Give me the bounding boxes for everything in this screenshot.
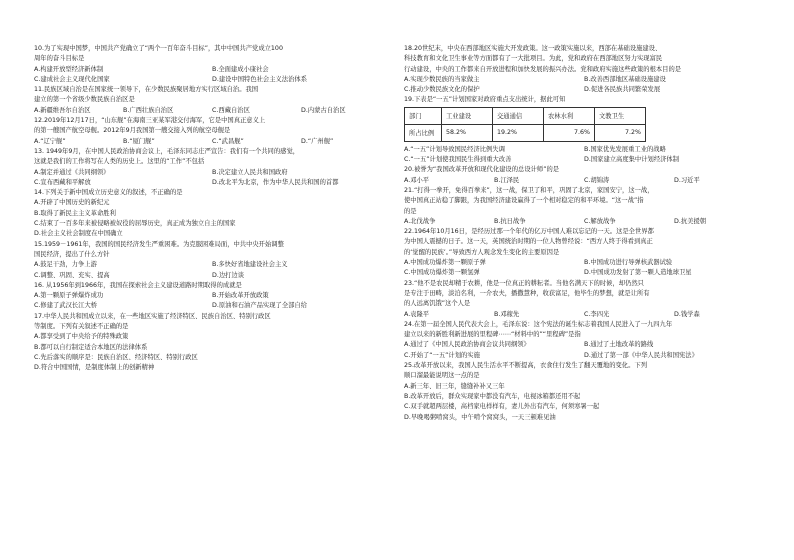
option-b: B.取得了新民主主义革命胜利: [34, 209, 116, 217]
question-stem: 的第一艘国产航空母舰。2012年9月我国第一艘交接入列的航空母舰是: [34, 127, 231, 135]
option-a: A.构建开放型经济新体制: [34, 65, 104, 73]
question-stem: 16. 从1956年到1966年，我国在探索社会主义建设道路时期取得的成就是: [34, 281, 242, 289]
question-stem: 11.民族区域自治是在国家统一领导下，在少数民族聚居地方实行区域自治。我国: [34, 86, 259, 94]
question-stem: 是专注于田畴，淡泊名利，一介农夫，播撒慧种，收获富足，他毕生的梦想，就是让所有: [404, 289, 650, 297]
right-column: [404, 44, 764, 423]
option-d: D.习近平: [674, 176, 700, 184]
question-stem: 17.中华人民共和国成立以来，在一些地区实施了经济特区、民族自治区、特别行政区: [34, 312, 271, 320]
option-b: B.广西壮族自治区: [123, 106, 174, 114]
option-a: A.新三年、旧三年，缝缝补补又三年: [404, 382, 505, 390]
question-stem: 19.下表是“一五”计划国家对政府重点支出统计，据此可知: [404, 96, 566, 104]
option-d: D.抗美援朝: [674, 217, 707, 225]
option-c: C.解放战争: [584, 217, 616, 225]
option-c: C.胡锦涛: [584, 176, 610, 184]
question-stem: 18.20世纪末，中央在西部地区实施大开发政策。这一政策实施以来，西部在基础设施建设、: [404, 45, 662, 52]
question-14: [34, 188, 390, 239]
table-row: [405, 124, 646, 141]
question-21: [404, 186, 764, 227]
question-24: [404, 320, 764, 361]
option-c: C.结束了一百多年来被侵略被奴役的屈辱历史，真正成为独立自主的国家: [34, 220, 236, 228]
question-stem: 这就是我们的工作将写在人类的历史上。这里的“工作”不包括: [34, 158, 205, 166]
question-stem: 21.“打得一拳开，免得百拳来”，这一战，保卫了和平，巩固了北京，家国安宁，这一战，: [404, 186, 654, 194]
question-stem: 国民经济，提出了什么方针: [34, 250, 110, 258]
table-cell: 7.6%: [544, 124, 595, 141]
question-23: [404, 279, 764, 320]
question-19: [404, 95, 764, 165]
table-cell: 部门: [405, 107, 442, 124]
option-b: B.改善西部地区基础设施建设: [584, 75, 666, 83]
question-stem: 的‘觉醒的民族’。”导致西方人观念发生变化的主要原因是: [404, 248, 560, 256]
option-a: A.制定并通过《共同纲领》: [34, 168, 110, 176]
question-stem: 周年的奋斗目标是: [34, 55, 85, 63]
question-stem: 12.2019年12月17日，“山东舰”在海南三亚某军港交付海军，它是中国真正意义上: [34, 117, 266, 125]
question-stem: 20.被誉为“我国改革开放和现代化建设的总设计师”的是: [404, 166, 560, 174]
question-10: [34, 44, 390, 85]
option-d: D.改北平为北京，作为中华人民共和国的首都: [212, 178, 339, 186]
question-stem: 的是: [404, 207, 417, 215]
option-c: C.宣布西藏和平解放: [34, 178, 91, 186]
question-18: [404, 44, 764, 95]
table-cell: 工业建设: [442, 107, 493, 124]
option-d: D.国家建立高度集中计划经济体制: [584, 156, 680, 164]
question-stem: 13. 1949年9月，在中国人民政治协商会议上，毛泽东同志庄严宣告：我们有一个共同的感觉，: [34, 147, 300, 155]
option-c: C.开始了“一五”计划的实施: [404, 351, 480, 359]
question-16: [34, 281, 390, 312]
option-a: A.第一颗原子弹爆炸成功: [34, 292, 104, 300]
option-c: C.调整、巩固、充实、提高: [34, 271, 110, 279]
table-cell: 所占比例: [405, 124, 442, 141]
option-b: B.都可以自行制定适合本地区的法律体系: [34, 343, 148, 351]
option-b: B.“厦门舰”: [123, 137, 155, 145]
table-cell: 58.2%: [442, 124, 493, 141]
option-b: B.通过了土地改革的路线: [584, 341, 654, 349]
question-stem: 建立的第一个省级少数民族自治区是: [34, 96, 135, 104]
option-a: A.北伐战争: [404, 217, 436, 225]
option-a: A.新疆维吾尔自治区: [34, 106, 91, 114]
option-b: B.邓稼先: [494, 310, 520, 318]
option-a: A.实现少数民族的当家做主: [404, 75, 480, 83]
option-a: A.都享受到了中央给予的特殊政策: [34, 333, 129, 341]
option-b: B.江泽民: [494, 176, 520, 184]
option-c: C.建成社会主义现代化国家: [34, 75, 110, 83]
question-stem: 22.1964年10月16日，是经历过那一个年代的亿万中国人难以忘记的一天。这是全世界都: [404, 228, 654, 236]
question-stem: 24.在第一届全国人民代表大会上，毛泽东说：这个宪法的诞生标志着我国人民进入了一九四九年: [404, 320, 673, 328]
table-cell: 7.2%: [595, 124, 646, 141]
table-cell: 农林水利: [544, 107, 595, 124]
option-a: A.“辽宁舰”: [34, 137, 66, 145]
option-b: B.开始改革开放政策: [212, 292, 269, 300]
option-d: D.中国成功发射了第一颗人造地球卫星: [584, 269, 692, 277]
question-stem: 25.改革开放以来，我国人民生活水平不断提高，衣食住行发生了翻天覆地的变化。下列: [404, 362, 647, 370]
option-d: D.原油和石油产品实现了全部自给: [212, 302, 308, 310]
table-cell: 文教卫生: [595, 107, 646, 124]
option-d: D.边打边谈: [212, 271, 245, 279]
option-c: C.推动少数民族文化的保护: [404, 86, 480, 94]
question-stem: 10.为了实现中国梦，中国共产党确立了“两个一百年奋斗目标”，其中中国共产党成立100: [34, 45, 283, 52]
table-header-row: [405, 107, 646, 124]
left-column: [34, 44, 390, 374]
table-cell: 19.2%: [493, 124, 544, 141]
option-c: C.双手就超两层楼，高档家电样样有，妻儿外出有汽车，何须寒暑一起: [404, 403, 600, 411]
option-c: C.先后落实的顺序是：民族自治区、经济特区、特别行政区: [34, 353, 198, 361]
option-d: D.促进各民族共同繁荣发展: [584, 86, 661, 94]
question-stem: 科技教育和文化卫生事业等方面都有了一大批项目。为此，党和政府在西部地区努力实现富民: [404, 55, 663, 63]
option-c: C.修建了武汉长江大桥: [34, 302, 98, 310]
option-b: B.决定建立人民共和国政府: [212, 168, 288, 176]
option-d: D.社会主义社会制度在中国确立: [34, 230, 123, 238]
question-stem: 的人远离饥饿”这个人是: [404, 300, 471, 308]
option-b: B.国家优先发展重工业的战略: [584, 145, 666, 153]
question-12: [34, 116, 390, 147]
question-stem: 等制度。下列有关叙述不正确的是: [34, 323, 129, 331]
option-a: A.鼓足干劲，力争上游: [34, 261, 97, 269]
question-22: [404, 227, 764, 278]
option-d: D.通过了第一部《中华人民共和国宪法》: [584, 351, 698, 359]
question-stem: 14.下列关于新中国成立历史意义的叙述，不正确的是: [34, 189, 183, 197]
question-stem: 为中国人震撼的日子。这一天，英国统治时期的一位人物曾经说：“西方人终于得看到真正: [404, 238, 653, 246]
option-d: D.钱学森: [674, 310, 700, 318]
option-c: C.“武昌舰”: [212, 137, 244, 145]
question-stem: 顺口溜最能说明这一点的是: [404, 372, 480, 380]
question-20: [404, 165, 764, 186]
question-stem: 23.“他不是农民却精于农耕，他是一位真正的耕耘者。当他名满天下的时候，却仍然只: [404, 279, 644, 287]
option-d: D.“广州舰”: [301, 137, 334, 145]
question-stem: 行动建设，中央的工作都来自开放进程和加快发展的振兴办法。党和政府实施这些政策的根本目的是: [404, 65, 682, 73]
option-c: C.中国成功爆炸第一颗氢弹: [404, 269, 480, 277]
option-c: C.西藏自治区: [212, 106, 250, 114]
question-stem: 建立以来的新胜利新进展的里程碑⋯⋯“材料中的”“里程碑”是指: [404, 331, 581, 339]
option-a: A.袁隆平: [404, 310, 430, 318]
option-b: B.多快好省地建设社会主义: [212, 261, 288, 269]
option-b: B.抗日战争: [494, 217, 526, 225]
table-cell: 交通通信: [493, 107, 544, 124]
question-25: [404, 361, 764, 423]
option-b: B.改革开放后，群众实现家中都没有汽车，电视冰箱都还用不起: [404, 392, 581, 400]
option-a: A.中国成功爆炸第一颗原子弹: [404, 259, 486, 267]
budget-table: [404, 107, 646, 142]
option-d: D.建设中国特色社会主义法治体系: [212, 75, 308, 83]
question-13: [34, 147, 390, 188]
question-stem: 15.1959－1961年，我国的国民经济发生严重困难。为克服困难局面，中共中央开始调整: [34, 240, 284, 248]
option-a: A.邓小平: [404, 176, 430, 184]
option-d: D.早晚喝粥啃窝头，中午啃个窝窝头，一天三顿难见油: [404, 413, 556, 421]
option-c: C.“一五”计划使我国民生得到重大改善: [404, 156, 512, 164]
question-17: [34, 312, 390, 374]
option-d: D.符合中国国情，是制度体制上的创新精神: [34, 364, 155, 372]
question-11: [34, 85, 390, 116]
option-a: A.通过了《中国人民政治协商会议共同纲领》: [404, 341, 530, 349]
option-c: C.李四光: [584, 310, 610, 318]
option-d: D.内蒙古自治区: [301, 106, 346, 114]
option-a: A.“一五”计划导致国民经济比例失调: [404, 145, 505, 153]
question-15: [34, 240, 390, 281]
option-b: B.中国成功进行导弹核武器试验: [584, 259, 673, 267]
option-a: A.开辟了中国历史的新纪元: [34, 199, 110, 207]
option-b: B.全面建成小康社会: [212, 65, 269, 73]
question-stem: 使中国真正站稳了脚跟，为我国经济建设赢得了一个相对稳定的和平环境。“这一战”指: [404, 197, 644, 205]
